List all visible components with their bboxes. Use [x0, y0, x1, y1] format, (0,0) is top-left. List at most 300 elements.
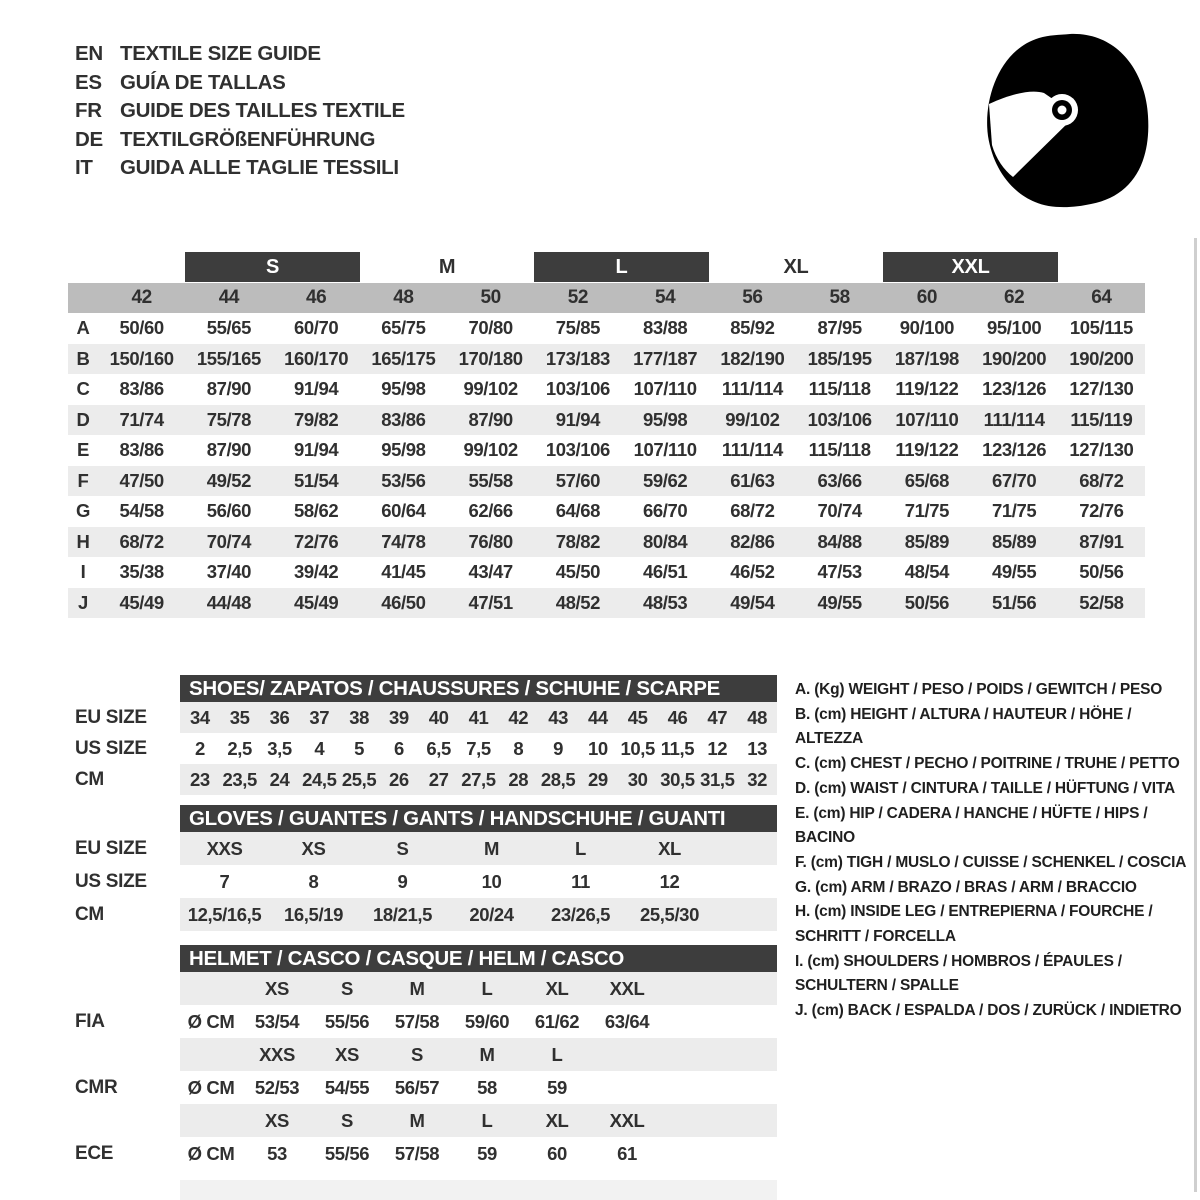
- value-cell: 87/91: [1079, 530, 1124, 552]
- value-cell: 45/49: [293, 591, 339, 613]
- value-cell: 61/62: [534, 1010, 580, 1032]
- value-cell: 170/180: [458, 347, 523, 369]
- measurement-row: [68, 527, 1145, 558]
- value-cell: 11,5: [660, 737, 695, 759]
- language-title-list: [75, 40, 405, 183]
- value-cell: 25,5/30: [640, 903, 699, 925]
- empty-row-stripe: [180, 1180, 777, 1200]
- value-cell: 47: [707, 706, 728, 728]
- value-cell: 60/64: [381, 500, 426, 522]
- measurement-row: [68, 466, 1145, 497]
- value-cell: 68/72: [730, 500, 775, 522]
- value-cell: 59: [477, 1142, 497, 1164]
- standard-label: ECE: [75, 1142, 114, 1164]
- helmet-size-row: [68, 1038, 777, 1071]
- value-cell: 25,5: [341, 768, 377, 790]
- numeric-size-cell: 64: [1091, 287, 1112, 308]
- size-cell: L: [481, 977, 493, 999]
- value-cell: 83/86: [381, 408, 426, 430]
- value-cell: 107/110: [895, 408, 959, 430]
- value-cell: 2,5: [227, 737, 252, 759]
- row-label: US SIZE: [75, 737, 147, 759]
- numeric-size-cell: 48: [393, 287, 414, 308]
- value-cell: M: [483, 837, 499, 859]
- value-cell: 46/51: [642, 561, 688, 583]
- shoes-table: [68, 675, 777, 795]
- value-cell: 13: [747, 737, 767, 759]
- row-cells: [180, 764, 777, 795]
- value-cell: 103/106: [807, 408, 872, 430]
- value-cell: 44: [588, 706, 608, 728]
- value-cell: 87/90: [206, 439, 252, 461]
- value-cell: 50/60: [119, 317, 164, 339]
- language-title: GUÍA DE TALLAS: [120, 70, 286, 94]
- row-cells: [180, 702, 777, 733]
- value-cell: 71/75: [991, 500, 1037, 522]
- value-cell: 57/58: [394, 1010, 440, 1032]
- helmet-data-row: [68, 1071, 777, 1104]
- value-cell: 8: [308, 870, 319, 892]
- value-cell: 43: [548, 706, 568, 728]
- value-cell: 47/53: [817, 561, 862, 583]
- value-cell: 10: [481, 870, 502, 892]
- legend-line: E. (cm) HIP / CADERA / HANCHE / HÜFTE / HIPS / BACINO: [795, 804, 1148, 847]
- value-cell: 83/86: [119, 439, 164, 461]
- size-cell: M: [409, 1109, 425, 1131]
- value-cell: 55/56: [324, 1010, 370, 1032]
- legend-item: [795, 777, 1195, 802]
- racing-helmet-icon: [975, 28, 1155, 213]
- numeric-size-cell: 52: [567, 287, 589, 308]
- legend-item: [795, 876, 1195, 901]
- value-cell: 48/54: [904, 561, 950, 583]
- size-cell: XXL: [609, 977, 645, 999]
- shoes-header-bar: [180, 675, 777, 702]
- value-cell: 9: [397, 870, 408, 892]
- value-cell: 56/60: [206, 500, 252, 522]
- standard-label: CMR: [75, 1076, 118, 1098]
- size-cell: M: [479, 1043, 495, 1065]
- value-cell: 55/58: [468, 469, 513, 491]
- value-cell: 85/89: [991, 530, 1037, 552]
- value-cell: 48/52: [555, 591, 601, 613]
- value-cell: 65/68: [904, 469, 950, 491]
- value-cell: 107/110: [633, 378, 697, 400]
- row-cells: [180, 832, 777, 865]
- value-cell: 63/66: [817, 469, 862, 491]
- value-cell: 48/53: [642, 591, 688, 613]
- value-cell: 8: [513, 737, 524, 759]
- sub-table-row: [68, 702, 777, 733]
- language-row: [75, 154, 405, 183]
- value-cell: 111/114: [721, 378, 783, 400]
- value-cell: 53/54: [254, 1010, 300, 1032]
- value-cell: 57/60: [555, 469, 601, 491]
- numeric-size-cell: 60: [916, 287, 938, 308]
- size-cell: S: [341, 977, 353, 999]
- value-cell: 11: [571, 870, 590, 892]
- row-cells: [180, 1071, 777, 1104]
- value-cell: 90/100: [899, 317, 954, 339]
- size-cell: XL: [545, 977, 569, 999]
- numeric-size-cell: 62: [1003, 287, 1025, 308]
- value-cell: 74/78: [381, 530, 426, 552]
- row-label: [68, 1038, 180, 1071]
- row-letter: D: [76, 408, 90, 430]
- numeric-size-cell: 44: [218, 287, 240, 308]
- value-cell: 123/126: [982, 378, 1047, 400]
- unit-cell: Ø CM: [187, 1076, 235, 1098]
- row-letter: J: [78, 591, 88, 613]
- value-cell: 70/80: [468, 317, 513, 339]
- value-cell: 68/72: [1079, 469, 1124, 491]
- value-cell: 61/63: [730, 469, 775, 491]
- value-cell: 35: [229, 706, 250, 728]
- value-cell: 29: [588, 768, 608, 790]
- value-cell: 46/50: [381, 591, 426, 613]
- value-cell: 4: [314, 737, 325, 759]
- language-title: GUIDE DES TAILLES TEXTILE: [120, 99, 405, 123]
- value-cell: 10,5: [620, 737, 655, 759]
- row-letter: I: [80, 561, 86, 583]
- language-row: [75, 126, 405, 155]
- measurement-row: [68, 435, 1145, 466]
- value-cell: 30,5: [660, 768, 695, 790]
- numeric-size-row: [68, 283, 1145, 313]
- value-cell: 115/119: [1070, 408, 1133, 430]
- value-cell: 35/38: [119, 561, 164, 583]
- value-cell: 49/55: [991, 561, 1037, 583]
- size-cell: S: [411, 1043, 423, 1065]
- value-cell: 165/175: [371, 347, 436, 369]
- value-cell: 20/24: [469, 903, 514, 925]
- value-cell: 51/56: [991, 591, 1037, 613]
- size-cell: XS: [265, 1109, 289, 1131]
- value-cell: 173/183: [545, 347, 610, 369]
- size-band-l: L: [534, 252, 709, 282]
- value-cell: 37/40: [206, 561, 252, 583]
- value-cell: 71/74: [119, 408, 164, 430]
- measurement-row: [68, 344, 1145, 375]
- legend-line: F. (cm) TIGH / MUSLO / CUISSE / SCHENKEL / COSCIA: [795, 853, 1187, 871]
- row-cells: [180, 898, 777, 931]
- value-cell: 24: [269, 768, 290, 790]
- value-cell: 79/82: [293, 408, 339, 430]
- value-cell: 10: [588, 737, 608, 759]
- value-cell: 59/60: [464, 1010, 510, 1032]
- legend-line: D. (cm) WAIST / CINTURA / TAILLE / HÜFTUNG / VITA: [795, 779, 1175, 797]
- value-cell: 91/94: [555, 408, 601, 430]
- value-cell: 39/42: [293, 561, 339, 583]
- value-cell: 66/70: [642, 500, 688, 522]
- value-cell: 3,5: [267, 737, 292, 759]
- measurement-rows: [68, 313, 1145, 618]
- language-row: [75, 97, 405, 126]
- measurement-row: [68, 588, 1145, 619]
- value-cell: 190/200: [1069, 347, 1134, 369]
- value-cell: 30: [627, 768, 648, 790]
- value-cell: 64/68: [555, 500, 601, 522]
- row-letter: G: [76, 500, 90, 522]
- legend-item: [795, 900, 1195, 949]
- value-cell: 76/80: [468, 530, 513, 552]
- value-cell: 23/26,5: [551, 903, 610, 925]
- numeric-size-cell: 56: [742, 287, 763, 308]
- value-cell: 75/78: [206, 408, 252, 430]
- legend-item: [795, 703, 1195, 752]
- value-cell: 12: [659, 870, 680, 892]
- value-cell: 59: [547, 1076, 567, 1098]
- shoes-rows: [68, 702, 777, 795]
- value-cell: 49/55: [817, 591, 862, 613]
- shoes-title: SHOES/ ZAPATOS / CHAUSSURES / SCHUHE / SCARPE: [189, 676, 720, 700]
- row-letter: C: [76, 378, 90, 400]
- value-cell: 83/86: [119, 378, 164, 400]
- helmet-table: [68, 945, 777, 1170]
- value-cell: 115/118: [808, 439, 871, 461]
- value-cell: 12: [707, 737, 728, 759]
- value-cell: 27: [428, 768, 449, 790]
- row-cells: [180, 972, 777, 1005]
- size-cell: L: [551, 1043, 563, 1065]
- size-cell: M: [409, 977, 425, 999]
- value-cell: 62/66: [468, 500, 513, 522]
- helmet-data-row: [68, 1137, 777, 1170]
- value-cell: 177/187: [633, 347, 698, 369]
- value-cell: 49/54: [730, 591, 775, 613]
- value-cell: 99/102: [725, 408, 780, 430]
- value-cell: 45/50: [555, 561, 601, 583]
- page-edge-line: [1194, 238, 1197, 1192]
- size-cell: XS: [265, 977, 289, 999]
- value-cell: 23,5: [222, 768, 257, 790]
- size-band-m: M: [438, 255, 456, 278]
- value-cell: 123/126: [982, 439, 1047, 461]
- value-cell: 45: [627, 706, 648, 728]
- value-cell: 70/74: [206, 530, 252, 552]
- row-cells: [180, 1137, 777, 1170]
- value-cell: 72/76: [293, 530, 339, 552]
- value-cell: 47/51: [468, 591, 513, 613]
- value-cell: 95/98: [381, 378, 426, 400]
- row-cells: [180, 1104, 777, 1137]
- sub-table-row: [68, 733, 777, 764]
- standard-label: FIA: [75, 1010, 105, 1032]
- measurement-row: [68, 313, 1145, 344]
- value-cell: 103/106: [545, 439, 610, 461]
- size-band-row: [68, 252, 1145, 282]
- helmet-header-bar: [180, 945, 777, 972]
- value-cell: XL: [658, 837, 681, 859]
- gloves-rows: [68, 832, 777, 931]
- size-cell: S: [341, 1109, 353, 1131]
- value-cell: 99/102: [463, 439, 518, 461]
- measurement-row: [68, 557, 1145, 588]
- value-cell: 55/56: [324, 1142, 370, 1164]
- value-cell: 91/94: [293, 378, 339, 400]
- legend-line: B. (cm) HEIGHT / ALTURA / HAUTEUR / HÖHE / ALTEZZA: [795, 705, 1132, 748]
- row-label: [68, 972, 180, 1005]
- sub-table-row: [68, 865, 777, 898]
- value-cell: 111/114: [721, 439, 783, 461]
- language-row: [75, 40, 405, 69]
- row-cells: [180, 1038, 777, 1071]
- value-cell: 83/88: [642, 317, 688, 339]
- value-cell: 91/94: [293, 439, 339, 461]
- value-cell: 67/70: [991, 469, 1037, 491]
- sub-table-row: [68, 898, 777, 931]
- value-cell: 127/130: [1069, 378, 1134, 400]
- size-band-xxl: XXL: [883, 252, 1058, 282]
- value-cell: 115/118: [808, 378, 871, 400]
- row-cells: [180, 733, 777, 764]
- value-cell: 60/70: [293, 317, 339, 339]
- value-cell: 78/82: [555, 530, 601, 552]
- value-cell: 87/95: [817, 317, 862, 339]
- row-cells: [180, 1005, 777, 1038]
- value-cell: 59/62: [642, 469, 688, 491]
- row-letter: F: [77, 469, 89, 491]
- value-cell: 190/200: [982, 347, 1047, 369]
- value-cell: 155/165: [196, 347, 261, 369]
- size-cell: XL: [545, 1109, 569, 1131]
- value-cell: 28,5: [540, 768, 576, 790]
- language-title: TEXTILE SIZE GUIDE: [120, 42, 321, 66]
- language-code: DE: [75, 127, 103, 151]
- value-cell: 44/48: [206, 591, 252, 613]
- value-cell: 9: [553, 737, 564, 759]
- value-cell: 50/56: [1079, 561, 1124, 583]
- value-cell: XXS: [206, 837, 243, 859]
- row-label: CM: [75, 768, 104, 790]
- legend-line: SCHRITT / FORCELLA: [795, 928, 956, 946]
- value-cell: 95/100: [987, 317, 1042, 339]
- legend-line: C. (cm) CHEST / PECHO / POITRINE / TRUHE / PETTO: [795, 755, 1180, 773]
- legend-line: G. (cm) ARM / BRAZO / BRAS / ARM / BRACCIO: [795, 878, 1137, 896]
- numeric-size-cell: 54: [654, 287, 676, 308]
- value-cell: 58: [477, 1076, 497, 1098]
- language-title: TEXTILGRÖßENFÜHRUNG: [120, 127, 376, 151]
- size-cell: XXL: [609, 1109, 645, 1131]
- value-cell: 46: [667, 706, 688, 728]
- value-cell: 80/84: [642, 530, 688, 552]
- measurement-row: [68, 374, 1145, 405]
- value-cell: 40: [428, 706, 449, 728]
- row-label: EU SIZE: [75, 706, 147, 728]
- value-cell: 105/115: [1069, 317, 1133, 339]
- value-cell: 95/98: [381, 439, 426, 461]
- language-code: EN: [75, 42, 103, 66]
- row-letter: H: [76, 530, 90, 552]
- legend-line: H. (cm) INSIDE LEG / ENTREPIERNA / FOURCHE /: [795, 903, 1153, 921]
- value-cell: 5: [354, 737, 365, 759]
- value-cell: 58/62: [293, 500, 339, 522]
- language-title: GUIDA ALLE TAGLIE TESSILI: [120, 156, 399, 180]
- value-cell: 6,5: [426, 737, 451, 759]
- value-cell: 41: [468, 706, 489, 728]
- value-cell: 119/122: [895, 439, 959, 461]
- legend-line: SCHULTERN / SPALLE: [795, 977, 959, 995]
- value-cell: S: [396, 837, 409, 859]
- sub-table-row: [68, 764, 777, 795]
- value-cell: 27,5: [461, 768, 496, 790]
- value-cell: 6: [393, 737, 404, 759]
- value-cell: 41/45: [381, 561, 426, 583]
- value-cell: 60: [547, 1142, 567, 1164]
- value-cell: 99/102: [463, 378, 518, 400]
- legend-item: [795, 999, 1195, 1024]
- value-cell: 150/160: [109, 347, 174, 369]
- language-code: ES: [75, 70, 102, 94]
- value-cell: 46/52: [730, 561, 775, 583]
- value-cell: 32: [747, 768, 767, 790]
- legend-line: I. (cm) SHOULDERS / HOMBROS / ÉPAULES /: [795, 952, 1122, 970]
- language-row: [75, 69, 405, 98]
- value-cell: XS: [301, 837, 326, 859]
- legend-item: [795, 851, 1195, 876]
- value-cell: 182/190: [720, 347, 785, 369]
- legend-item: [795, 950, 1195, 999]
- value-cell: L: [575, 837, 586, 859]
- value-cell: 2: [194, 737, 205, 759]
- value-cell: 39: [389, 706, 409, 728]
- legend-item: [795, 678, 1195, 703]
- value-cell: 70/74: [817, 500, 862, 522]
- gloves-title: GLOVES / GUANTES / GANTS / HANDSCHUHE / GUANTI: [189, 806, 726, 830]
- value-cell: 56/57: [394, 1076, 440, 1098]
- value-cell: 119/122: [895, 378, 959, 400]
- value-cell: 68/72: [119, 530, 164, 552]
- value-cell: 7,5: [466, 737, 491, 759]
- value-cell: 37: [309, 706, 330, 728]
- size-cell: XXS: [259, 1043, 295, 1065]
- sub-table-row: [68, 832, 777, 865]
- value-cell: 47/50: [119, 469, 164, 491]
- measurement-row: [68, 405, 1145, 436]
- value-cell: 23: [190, 768, 210, 790]
- textile-size-table: [68, 252, 1145, 618]
- size-band-xl: XL: [783, 255, 809, 278]
- language-code: IT: [75, 156, 93, 180]
- value-cell: 55/65: [206, 317, 252, 339]
- value-cell: 54/55: [324, 1076, 370, 1098]
- value-cell: 127/130: [1069, 439, 1134, 461]
- unit-cell: Ø CM: [187, 1010, 235, 1032]
- value-cell: 31,5: [700, 768, 735, 790]
- helmet-title: HELMET / CASCO / CASQUE / HELM / CASCO: [189, 946, 625, 970]
- size-band-s: S: [185, 252, 360, 282]
- legend-item: [795, 802, 1195, 851]
- language-code: FR: [75, 99, 102, 123]
- value-cell: 49/52: [206, 469, 252, 491]
- row-letter: A: [76, 317, 90, 339]
- value-cell: 107/110: [633, 439, 697, 461]
- row-label: CM: [75, 903, 104, 925]
- value-cell: 75/85: [555, 317, 601, 339]
- size-cell: XS: [335, 1043, 359, 1065]
- value-cell: 65/75: [381, 317, 426, 339]
- size-cell: L: [481, 1109, 493, 1131]
- value-cell: 36: [269, 706, 290, 728]
- value-cell: 84/88: [817, 530, 862, 552]
- value-cell: 57/58: [394, 1142, 440, 1164]
- value-cell: 53: [267, 1142, 287, 1164]
- value-cell: 45/49: [119, 591, 164, 613]
- value-cell: 53/56: [381, 469, 426, 491]
- measurement-legend: [795, 678, 1195, 1024]
- value-cell: 63/64: [604, 1010, 650, 1032]
- numeric-size-cell: 46: [305, 287, 327, 308]
